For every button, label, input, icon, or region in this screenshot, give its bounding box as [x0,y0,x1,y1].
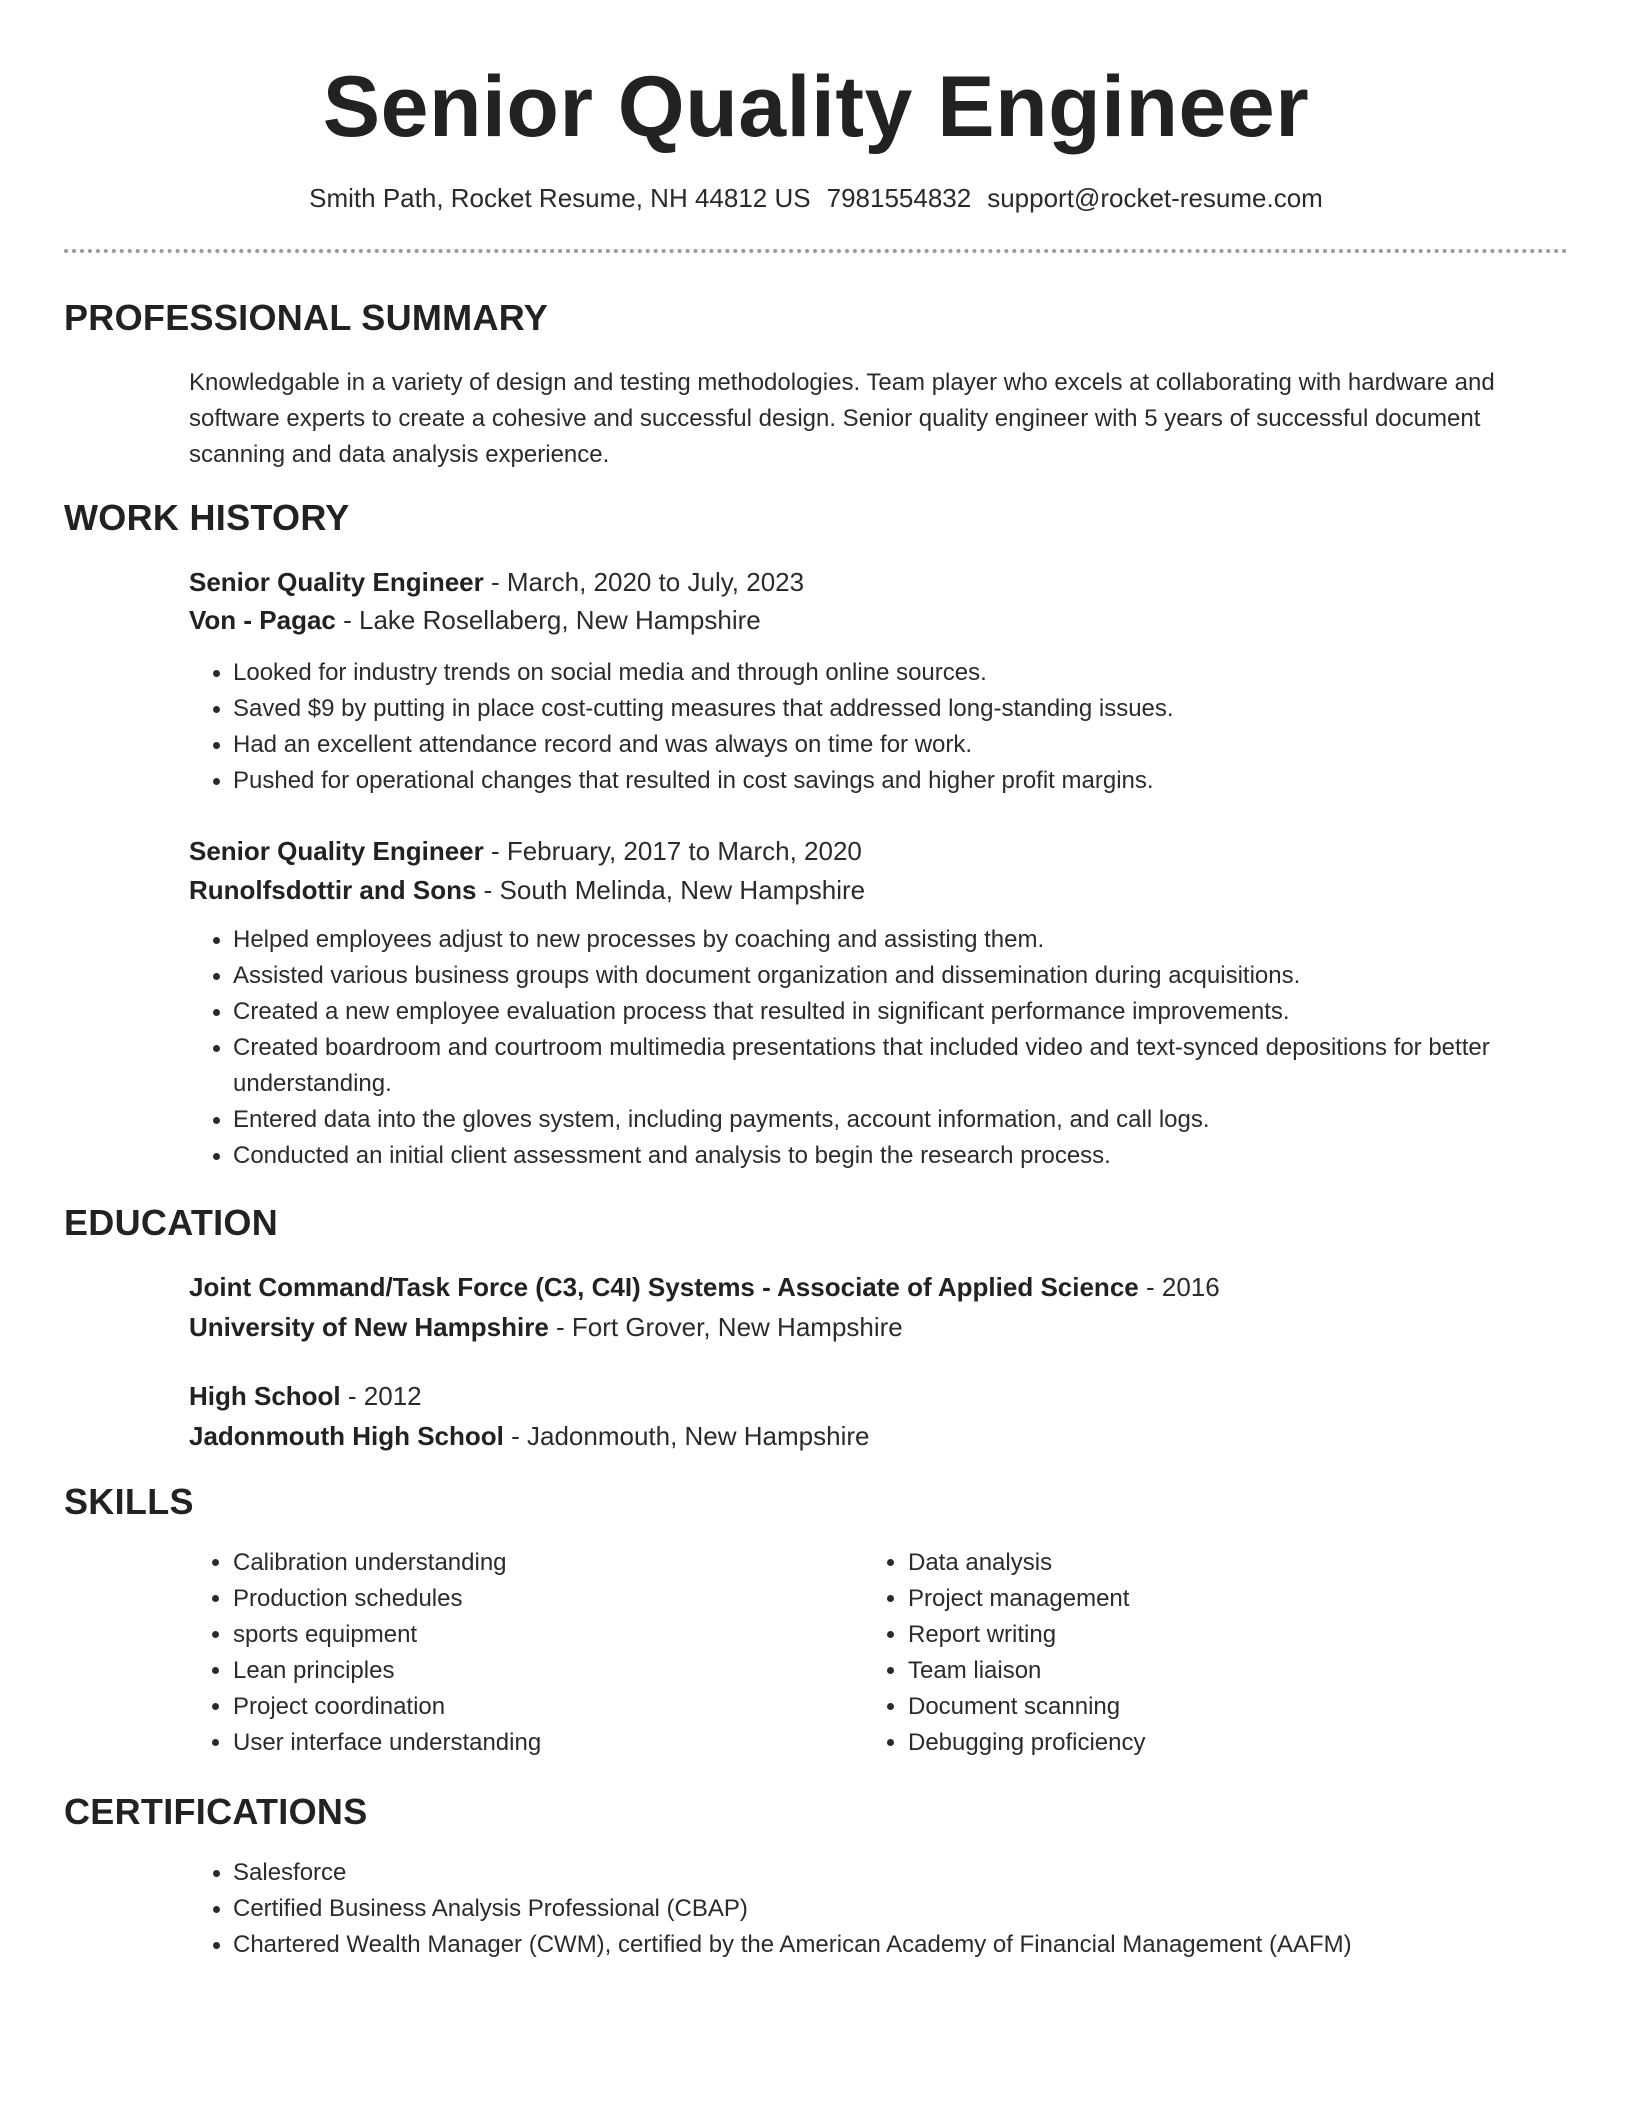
list-item: • Calibration understanding [233,1545,853,1581]
contact-phone: 7981554832 [826,183,972,213]
education-school: Jadonmouth High School [189,1421,504,1451]
list-item: • Data analysis [908,1545,1528,1581]
list-item: • Project coordination [233,1689,853,1725]
list-item: • Lean principles [233,1653,853,1689]
section-title-summary: PROFESSIONAL SUMMARY [64,297,549,338]
contact-email: support@rocket-resume.com [987,183,1323,213]
education-year: - 2012 [340,1381,422,1411]
education-location: - Jadonmouth, New Hampshire [503,1421,870,1451]
contact-line [0,181,1632,215]
list-item: • Conducted an initial client assessment and analysis to begin the research process. [233,1138,1583,1174]
job-location: - Lake Rosellaberg, New Hampshire [335,605,761,635]
list-item: • Looked for industry trends on social media and through online sources. [233,655,1583,691]
contact-address: Smith Path, Rocket Resume, NH 44812 US [309,183,811,213]
certifications-list [189,1855,1583,1963]
education-year: - 2016 [1138,1272,1220,1302]
list-item: • Entered data into the gloves system, including payments, account information, and call logs. [233,1102,1583,1138]
header-divider [64,249,1568,253]
list-item: • sports equipment [233,1617,853,1653]
list-item: • Debugging proficiency [908,1725,1528,1761]
education-school-line [189,1309,903,1345]
list-item: • Salesforce [233,1855,1583,1891]
skills-list-right [864,1545,1528,1761]
education-school: University of New Hampshire [189,1312,549,1342]
education-degree-line [189,1378,422,1414]
education-degree: Joint Command/Task Force (C3, C4I) Systems - Associate of Applied Science [189,1272,1139,1302]
section-title-certifications: CERTIFICATIONS [64,1791,368,1832]
skills-list-left [189,1545,853,1761]
list-item: • Report writing [908,1617,1528,1653]
section-title-work-history: WORK HISTORY [64,497,350,538]
job-title-line [189,833,862,869]
job-location: - South Melinda, New Hampshire [476,875,866,905]
list-item: • Chartered Wealth Manager (CWM), certified by the American Academy of Financial Management (AAFM) [233,1927,1583,1963]
list-item: • Production schedules [233,1581,853,1617]
resume-name-heading: Senior Quality Engineer [322,59,1310,155]
job-company-line [189,872,865,908]
list-item: • Assisted various business groups with document organization and dissemination during acquisitions. [233,958,1583,994]
education-degree: High School [189,1381,341,1411]
job-bullet-list [189,922,1583,1174]
list-item: • Pushed for operational changes that resulted in cost savings and higher profit margins. [233,763,1583,799]
list-item: • Created a new employee evaluation process that resulted in significant performance improvements. [233,994,1583,1030]
list-item: • Project management [908,1581,1528,1617]
education-location: - Fort Grover, New Hampshire [548,1312,903,1342]
list-item: • Certified Business Analysis Professional (CBAP) [233,1891,1583,1927]
job-bullet-list [189,655,1583,799]
job-company-line [189,602,761,638]
list-item: • Saved $9 by putting in place cost-cutting measures that addressed long-standing issues. [233,691,1583,727]
job-company: Runolfsdottir and Sons [189,875,477,905]
job-dates: - March, 2020 to July, 2023 [483,567,805,597]
education-school-line [189,1418,869,1454]
job-title-line [189,564,804,600]
job-company: Von - Pagac [189,605,336,635]
education-degree-line [189,1269,1220,1305]
section-title-skills: SKILLS [64,1481,194,1522]
job-title: Senior Quality Engineer [189,836,484,866]
list-item: • Document scanning [908,1689,1528,1725]
summary-text: Knowledgable in a variety of design and testing methodologies. Team player who excels at collaborating with hardware and software experts to create a cohesive and successful design. Senior quality engineer with 5 years of successful document scanning and data analysis experience. [189,369,1495,468]
section-title-education: EDUCATION [64,1202,279,1243]
list-item: • Helped employees adjust to new processes by coaching and assisting them. [233,922,1583,958]
list-item: • Created boardroom and courtroom multimedia presentations that included video and text-synced depositions for better understanding. [233,1030,1583,1102]
list-item: • User interface understanding [233,1725,853,1761]
job-title: Senior Quality Engineer [189,567,484,597]
job-dates: - February, 2017 to March, 2020 [483,836,862,866]
list-item: • Had an excellent attendance record and was always on time for work. [233,727,1583,763]
list-item: • Team liaison [908,1653,1528,1689]
